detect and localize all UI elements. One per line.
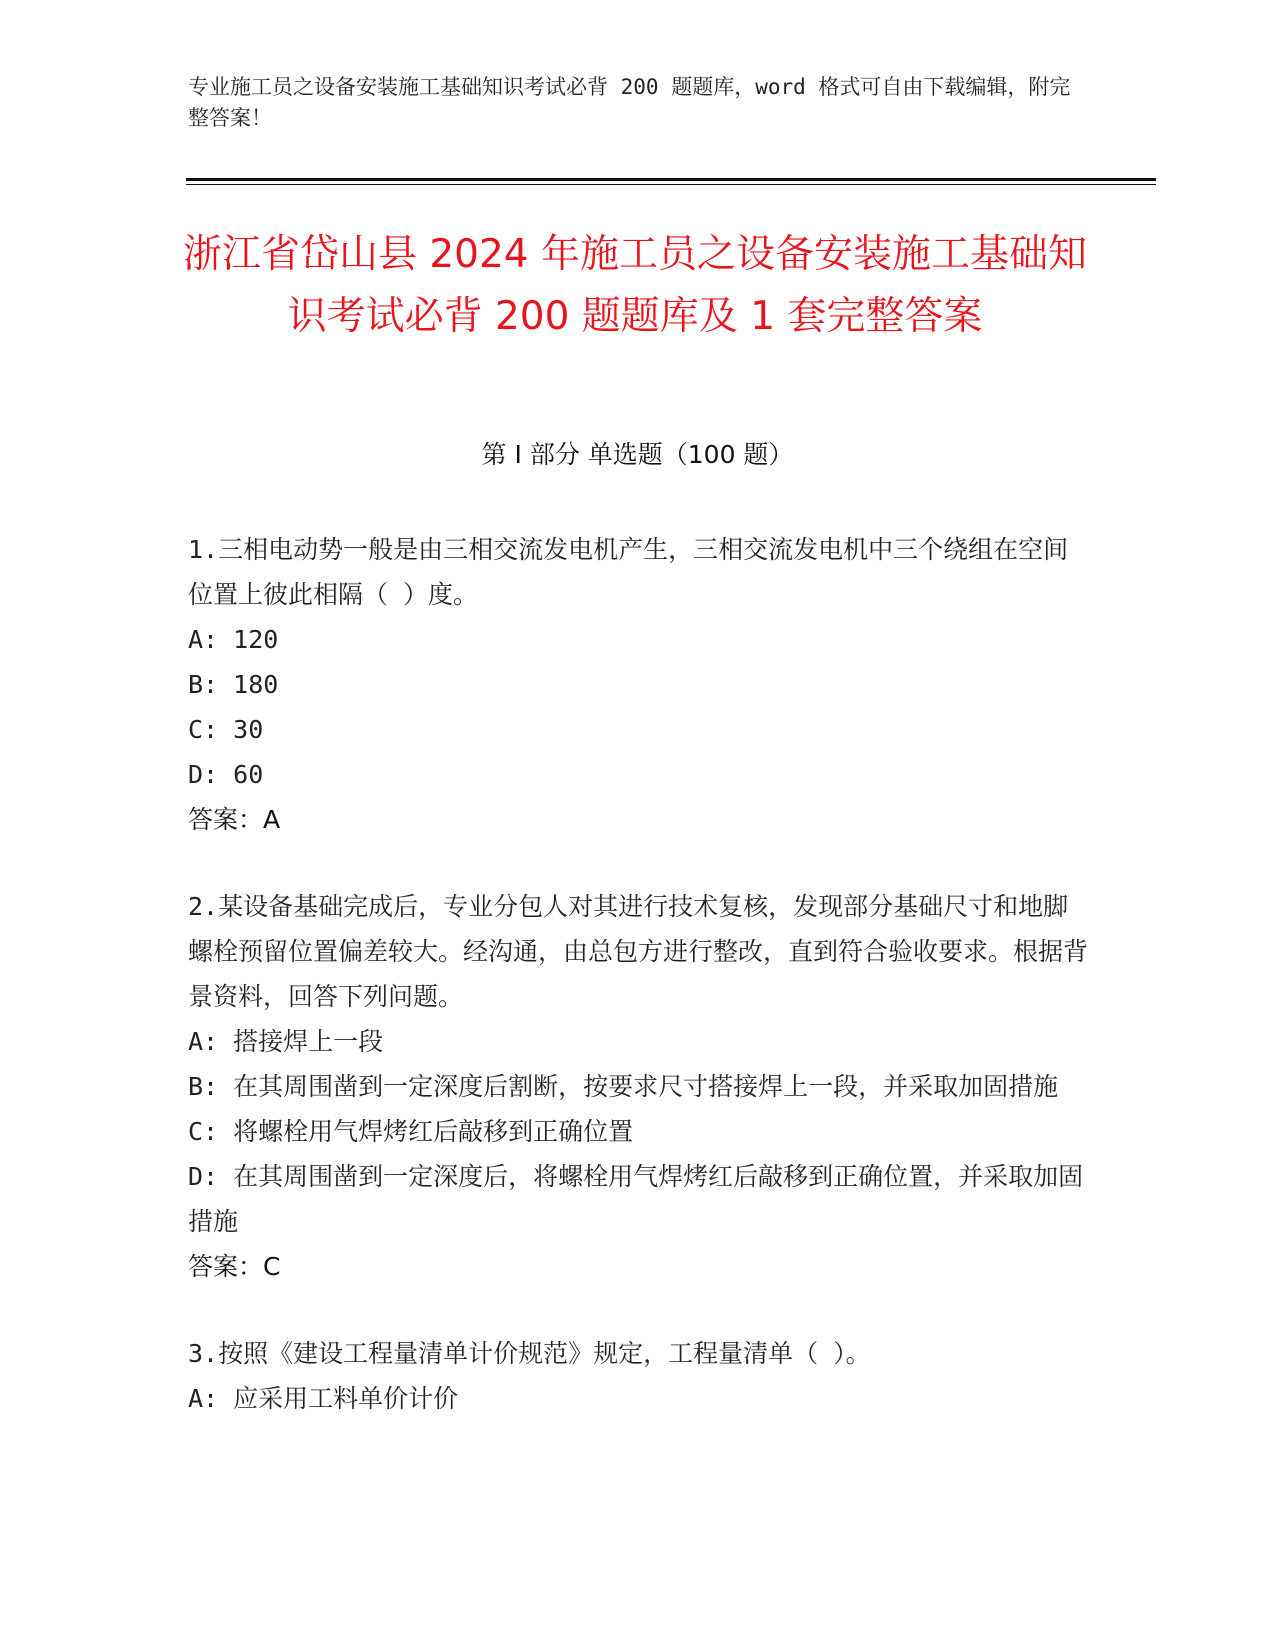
option-a: A: 120	[188, 625, 279, 654]
section-heading: 第 I 部分 单选题（100 题）	[481, 440, 794, 469]
option-d: D: 60	[188, 760, 264, 789]
option-a: A: 搭接焊上一段	[188, 1027, 384, 1056]
question-3	[188, 1331, 1088, 1421]
document-title: 浙江省岱山县 2024 年施工员之设备安装施工基础知识考试必背 200 题题库及 1 套完整答案	[182, 232, 1088, 339]
option-c: C: 30	[188, 715, 264, 744]
question-stem: 2.某设备基础完成后，专业分包人对其进行技术复核，发现部分基础尺寸和地脚螺栓预留位置偏差较大。经沟通，由总包方进行整改，直到符合验收要求。根据背景资料，回答下列问题。	[188, 892, 1089, 1011]
option-d: D: 在其周围凿到一定深度后，将螺栓用气焊烤红后敲移到正确位置，并采取加固措施	[188, 1162, 1084, 1236]
header-note: 专业施工员之设备安装施工基础知识考试必背 200 题题库，word 格式可自由下载编辑，附完整答案！	[188, 75, 1071, 130]
question-1	[188, 527, 1088, 842]
option-b: B: 在其周围凿到一定深度后割断，按要求尺寸搭接焊上一段，并采取加固措施	[188, 1072, 1059, 1101]
answer: 答案：C	[188, 1252, 281, 1281]
header-divider-thin	[186, 184, 1156, 185]
question-stem: 1.三相电动势一般是由三相交流发电机产生，三相交流发电机中三个绕组在空间位置上彼此相隔（ ）度。	[188, 535, 1069, 609]
option-a: A: 应采用工料单价计价	[188, 1384, 459, 1413]
header-divider-thick	[186, 178, 1156, 181]
question-2	[188, 884, 1088, 1289]
question-stem: 3.按照《建设工程量清单计价规范》规定，工程量清单（ ）。	[188, 1339, 871, 1368]
option-c: C: 将螺栓用气焊烤红后敲移到正确位置	[188, 1117, 634, 1146]
answer: 答案：A	[188, 805, 281, 834]
option-b: B: 180	[188, 670, 279, 699]
question-list	[188, 527, 1088, 1463]
